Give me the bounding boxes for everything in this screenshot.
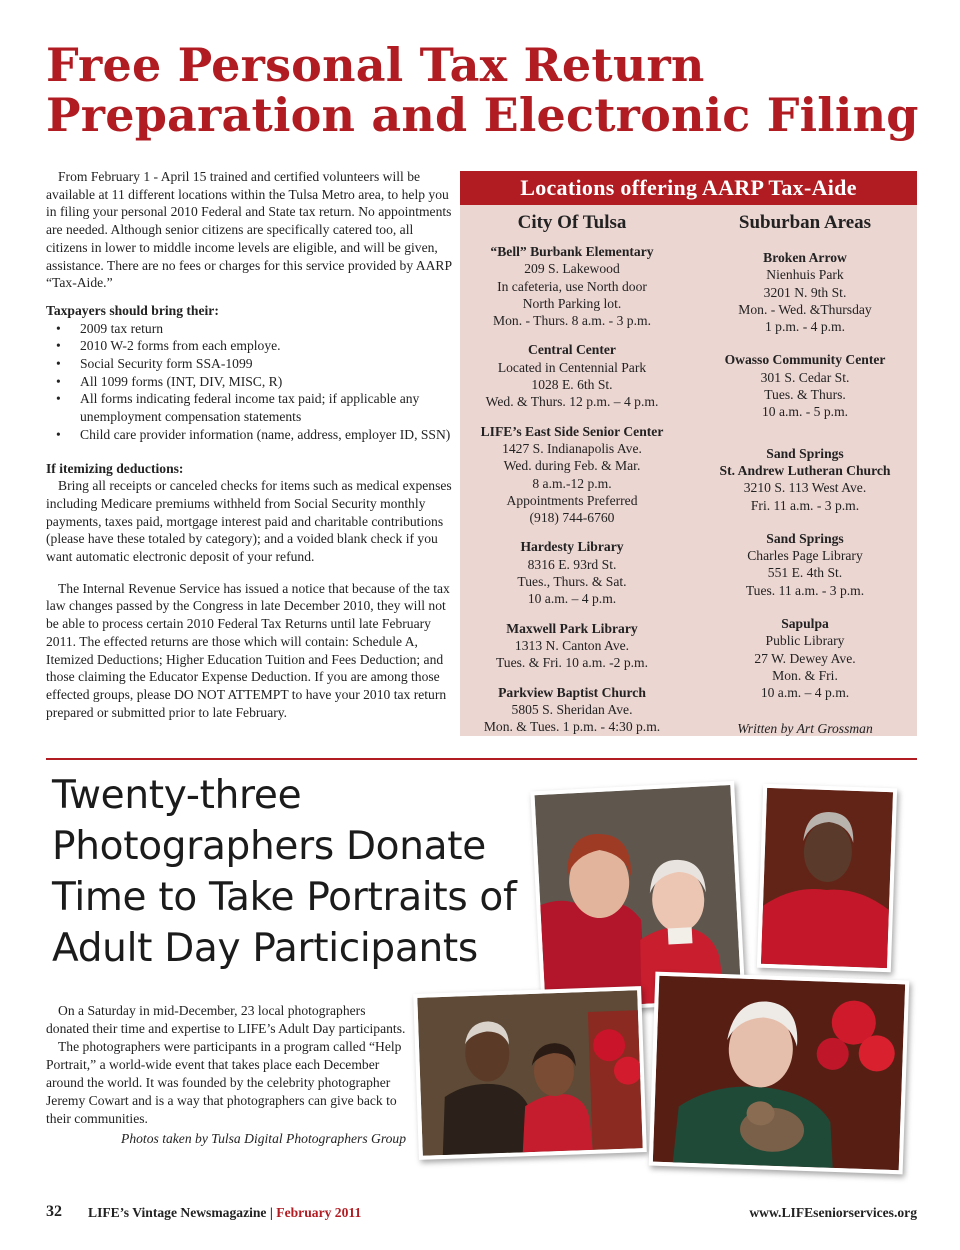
article2-title-line-1: Twenty-three: [52, 773, 302, 818]
article-title: [46, 40, 926, 140]
location-entry: [460, 243, 684, 329]
website-url: www.LIFEseniorservices.org: [749, 1205, 917, 1220]
itemizing-heading: If itemizing deductions:: [46, 460, 184, 476]
location-line: 551 E. 4th St.: [767, 565, 843, 581]
page-number: 32: [46, 1203, 62, 1220]
location-name: Sapulpa: [781, 616, 829, 632]
article-title-line-1: Free Personal Tax Return: [46, 38, 705, 92]
location-line: 10 a.m. – 4 p.m.: [527, 591, 617, 607]
page-footer: [46, 1203, 917, 1225]
location-line: Wed. during Feb. & Mar.: [503, 458, 641, 474]
list-item: • All 1099 forms (INT, DIV, MISC, R): [46, 373, 454, 391]
bring-heading: Taxpayers should bring their:: [46, 302, 219, 318]
list-item: • All forms indicating federal income tax paid; if applicable any unemployment compensation statements: [46, 390, 454, 425]
location-entry: [693, 445, 917, 514]
location-line: Mon. & Fri.: [772, 667, 838, 683]
location-line: 3201 N. 9th St.: [763, 284, 847, 300]
location-line: 301 S. Cedar St.: [760, 369, 850, 385]
section-divider: [46, 758, 917, 760]
location-line: Appointments Preferred: [506, 492, 638, 508]
issue-date: February 2011: [276, 1205, 362, 1220]
article-title-line-2: Preparation and Electronic Filing: [46, 88, 919, 142]
location-line: (918) 744-6760: [529, 510, 615, 526]
location-line: Tues., Thurs. & Sat.: [517, 574, 627, 590]
location-line: Mon. - Thurs. 8 a.m. - 3 p.m.: [493, 313, 651, 329]
location-line: Wed. & Thurs. 12 p.m. – 4 p.m.: [485, 394, 659, 410]
location-line: 1313 N. Canton Ave.: [514, 637, 630, 653]
list-item: • 2009 tax return: [46, 320, 454, 338]
location-line: Public Library: [765, 633, 845, 649]
intro-column: [46, 168, 454, 721]
location-line: 3210 S. 113 West Ave.: [743, 480, 867, 496]
portrait-photo-woman-with-cat: [649, 972, 910, 1175]
location-name: Parkview Baptist Church: [498, 684, 646, 700]
location-line: Fri. 11 a.m. - 3 p.m.: [750, 497, 860, 513]
magazine-name: LIFE’s Vintage Newsmagazine |: [88, 1205, 273, 1220]
list-item: • Social Security form SSA-1099: [46, 355, 454, 373]
locations-box: [460, 171, 917, 736]
portrait-photo-woman-red-sweater: [757, 784, 897, 973]
location-name: Broken Arrow: [763, 250, 847, 265]
suburban-heading: Suburban Areas: [738, 212, 872, 233]
location-line: Tues. 11 a.m. - 3 p.m.: [745, 582, 865, 598]
location-entry: [693, 530, 917, 599]
location-line: North Parking lot.: [522, 295, 622, 311]
location-entry: [460, 341, 684, 410]
article2-paragraph-1: On a Saturday in mid-December, 23 local photographers donated their time and expertise to LIFE’s Adult Day participants.: [46, 1003, 406, 1036]
location-line: 5805 S. Sheridan Ave.: [511, 701, 633, 717]
location-line: Located in Centennial Park: [497, 359, 647, 375]
location-line: 1 p.m. - 4 p.m.: [764, 319, 846, 335]
location-entry: [693, 249, 917, 335]
location-line: 10 a.m. – 4 p.m.: [760, 685, 850, 701]
location-name: Sand Springs: [766, 530, 844, 546]
location-entry: [693, 351, 917, 420]
tulsa-locations: [460, 211, 684, 747]
article2-paragraph-2: The photographers were participants in a program called “Help Portrait,” a world-wide event that takes place each December around the world. It was founded by the celebrity photographer Jeremy Cowart and is a way that photographers can give back to their communities.: [46, 1039, 402, 1126]
location-line: Mon. & Tues. 1 p.m. - 4:30 p.m.: [483, 719, 661, 735]
suburban-locations: [693, 211, 917, 737]
byline: Written by Art Grossman: [737, 720, 873, 736]
itemizing-paragraph: Bring all receipts or canceled checks for items such as medical expenses including Medicare premiums withheld from Social Security monthly payments, taxes paid, mortgage interest paid and charitable contributions (please have these totaled by category); and a voided blank check if you want automatic electronic deposit of your refund.: [46, 478, 452, 565]
irs-paragraph: The Internal Revenue Service has issued a notice that because of the tax law changes passed by the Congress in late December 2010, they will not be able to process certain 2010 Federal Tax Returns until late February 2011. The effected returns are those which will contain: Schedule A, Itemized Deductions; Higher Education Tuition and Fees Deduction; and those claiming the Educator Expense Deduction. If you are among those effected groups, please DO NOT ATTEMPT to have your 2010 tax return prepared or submitted prior to late February.: [46, 580, 450, 720]
location-line: 10 a.m. - 5 p.m.: [761, 404, 849, 420]
location-entry: [460, 423, 684, 527]
locations-box-title: Locations offering AARP Tax-Aide: [460, 171, 917, 205]
location-line: In cafeteria, use North door: [497, 278, 647, 294]
article2-body: [46, 1002, 406, 1148]
location-line: 1028 E. 6th St.: [531, 377, 613, 393]
location-line: Charles Page Library: [747, 548, 863, 564]
location-entry: [460, 620, 684, 672]
location-line: 8 a.m.-12 p.m.: [532, 475, 612, 491]
location-name: “Bell” Burbank Elementary: [490, 244, 654, 259]
location-name: Maxwell Park Library: [506, 620, 638, 636]
list-item: • Child care provider information (name, address, employer ID, SSN): [46, 426, 454, 444]
list-item: • 2010 W-2 forms from each employe.: [46, 337, 454, 355]
tulsa-heading: City Of Tulsa: [517, 212, 627, 233]
location-line: Tues. & Thurs.: [764, 387, 846, 403]
location-line: Nienhuis Park: [766, 267, 844, 283]
location-line: 209 S. Lakewood: [524, 261, 620, 277]
intro-paragraph: From February 1 - April 15 trained and certified volunteers will be available at 11 different locations within the Tulsa Metro area, to help you in filing your personal 2010 Federal and State tax return. No appointments are needed. Although senior citizens are specifically catered too, all citizens in lower to middle income levels are eligible, and will be given, assistance. There are no fees or charges for this service provided by AARP “Tax-Aide.”: [46, 169, 452, 291]
location-name: Central Center: [528, 342, 616, 358]
location-name: Hardesty Library: [520, 539, 624, 555]
article2-title: [52, 770, 522, 974]
magazine-info: [88, 1205, 361, 1221]
bring-list: [46, 320, 454, 444]
location-name: LIFE’s East Side Senior Center: [480, 423, 664, 439]
article2-title-line-3: Time to Take Portraits of: [52, 875, 517, 920]
location-name-2: St. Andrew Lutheran Church: [719, 462, 891, 478]
location-name: Sand Springs: [766, 445, 844, 461]
location-line: 27 W. Dewey Ave.: [754, 650, 856, 666]
location-name: Owasso Community Center: [724, 352, 886, 368]
location-line: 8316 E. 93rd St.: [527, 556, 617, 572]
portrait-photo-couple: [413, 986, 647, 1160]
location-entry: [693, 615, 917, 701]
location-entry: [460, 538, 684, 607]
article2-title-line-2: Photographers Donate: [52, 824, 486, 869]
location-line: Tues. & Fri. 10 a.m. -2 p.m.: [495, 655, 649, 671]
location-entry: [460, 684, 684, 736]
location-line: 1427 S. Indianapolis Ave.: [502, 440, 642, 456]
article2-title-line-4: Adult Day Participants: [52, 926, 478, 971]
location-line: Mon. - Wed. &Thursday: [738, 301, 872, 317]
photo-credit: Photos taken by Tulsa Digital Photographers Group: [121, 1131, 406, 1146]
